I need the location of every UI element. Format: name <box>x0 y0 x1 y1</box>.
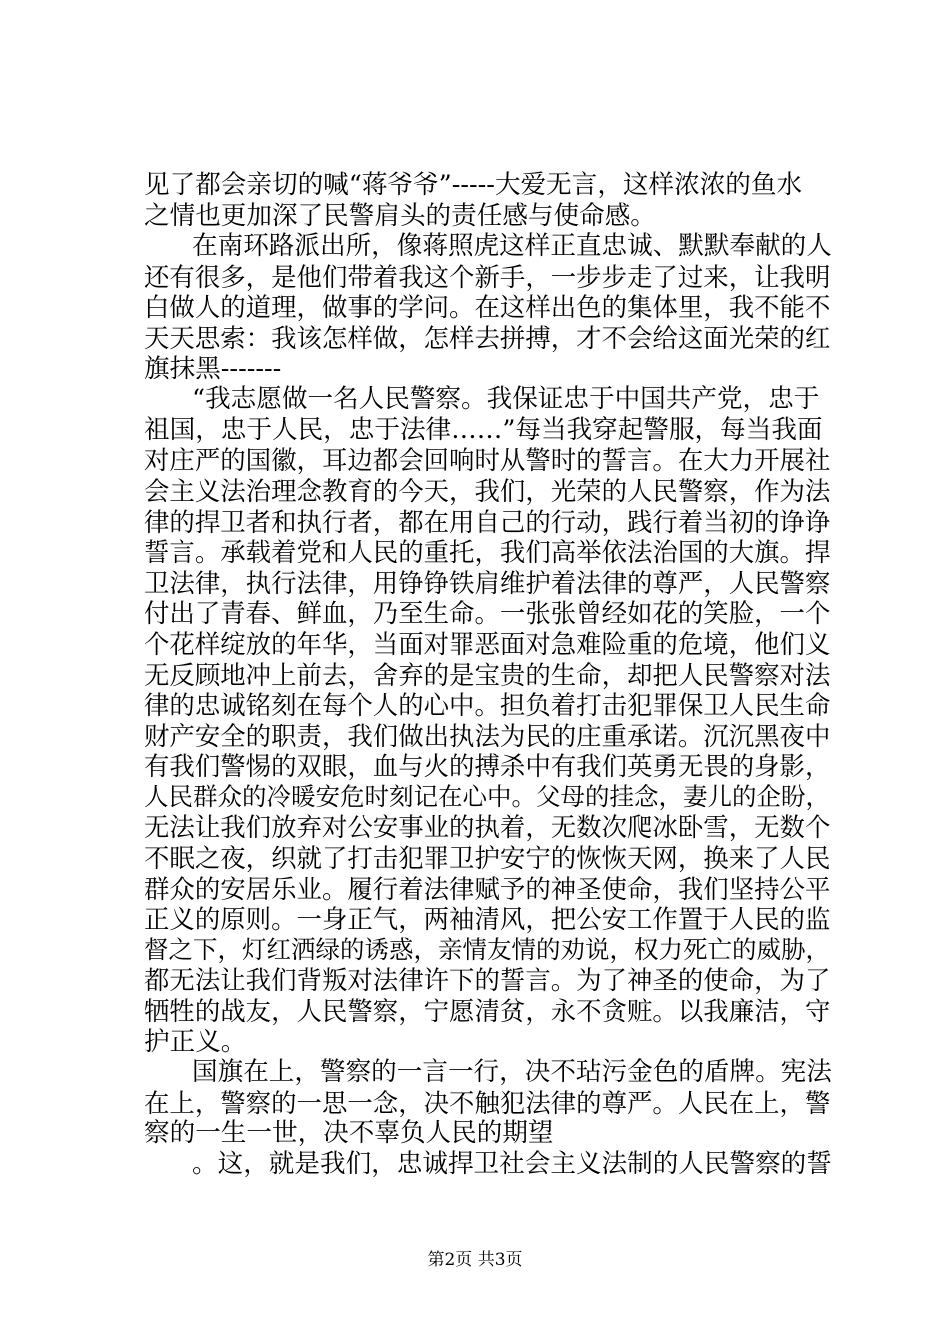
page-footer: 第2页 共3页 <box>427 1250 523 1270</box>
text-line: 督之下，灯红洒绿的诱惑，亲情友情的劝说，权力死亡的威胁， <box>144 934 830 964</box>
text-line: 还有很多，是他们带着我这个新手，一步步走了过来，让我明 <box>144 261 831 292</box>
text-line: 牺牲的战友，人民警察，宁愿清贫，永不贪赃。以我廉洁，守 <box>144 996 831 1027</box>
text-line: 律的捍卫者和执行者，都在用自己的行动，践行着当初的诤诤 <box>144 506 831 537</box>
text-line: 卫法律，执行法律，用铮铮铁肩维护着法律的尊严，人民警察 <box>144 567 831 598</box>
text-line: 律的忠诚铭刻在每个人的心中。担负着打击犯罪保卫人民生命 <box>144 690 831 721</box>
text-line: 察的一生一世，决不辜负人民的期望 <box>144 1118 554 1149</box>
text-line: 群众的安居乐业。履行着法律赋予的神圣使命，我们坚持公平 <box>144 873 831 904</box>
text-line: “我志愿做一名人民警察。我保证忠于中国共产党，忠于 <box>192 384 820 415</box>
text-line: 之情也更加深了民警肩头的责任感与使命感。 <box>144 200 656 231</box>
text-line: 国旗在上，警察的一言一行，决不玷污金色的盾牌。宪法 <box>192 1057 832 1088</box>
text-line: 祖国，忠于人民，忠于法律……”每当我穿起警服，每当我面 <box>144 414 823 445</box>
text-line: 旗抹黑------- <box>144 353 282 384</box>
text-line: 对庄严的国徽，耳边都会回响时从警时的誓言。在大力开展社 <box>144 445 831 476</box>
text-line: 誓言。承载着党和人民的重托，我们高举依法治国的大旗。捍 <box>144 537 831 568</box>
text-line: 。这，就是我们，忠诚捍卫社会主义法制的人民警察的誓 <box>192 1149 832 1179</box>
text-line: 财产安全的职责，我们做出执法为民的庄重承诺。沉沉黑夜中 <box>144 720 831 751</box>
text-line: 人民群众的冷暖安危时刻记在心中。父母的挂念，妻儿的企盼， <box>144 781 830 811</box>
text-line: 见了都会亲切的喊“蒋爷爷”-----大爱无言，这样浓浓的鱼水 <box>144 170 803 200</box>
text-line: 付出了青春、鲜血，乃至生命。一张张曾经如花的笑脸，一个 <box>144 598 831 629</box>
text-line: 无法让我们放弃对公安事业的执着，无数次爬冰卧雪，无数个 <box>144 812 831 843</box>
text-line: 护正义。 <box>144 1026 247 1057</box>
text-line: 会主义法治理念教育的今天，我们，光荣的人民警察，作为法 <box>144 475 831 506</box>
text-line: 个花样绽放的年华，当面对罪恶面对急难险重的危境，他们义 <box>144 628 831 659</box>
text-line: 天天思索：我该怎样做，怎样去拼搏，才不会给这面光荣的红 <box>144 322 831 353</box>
text-line: 在上，警察的一思一念，决不触犯法律的尊严。人民在上，警 <box>144 1087 831 1118</box>
text-line: 有我们警惕的双眼，血与火的搏杀中有我们英勇无畏的身影， <box>144 751 831 782</box>
document-body <box>144 170 834 1180</box>
text-line: 无反顾地冲上前去，舍弃的是宝贵的生命，却把人民警察对法 <box>144 659 831 690</box>
text-line: 不眠之夜，织就了打击犯罪卫护安宁的恢恢天网，换来了人民 <box>144 843 831 874</box>
text-line: 白做人的道理，做事的学问。在这样出色的集体里，我不能不 <box>144 292 831 323</box>
text-line: 在南环路派出所，像蒋照虎这样正直忠诚、默默奉献的人 <box>192 231 832 262</box>
text-line: 正义的原则。一身正气，两袖清风，把公安工作置于人民的监 <box>144 904 831 935</box>
text-line: 都无法让我们背叛对法律许下的誓言。为了神圣的使命，为了 <box>144 965 831 996</box>
